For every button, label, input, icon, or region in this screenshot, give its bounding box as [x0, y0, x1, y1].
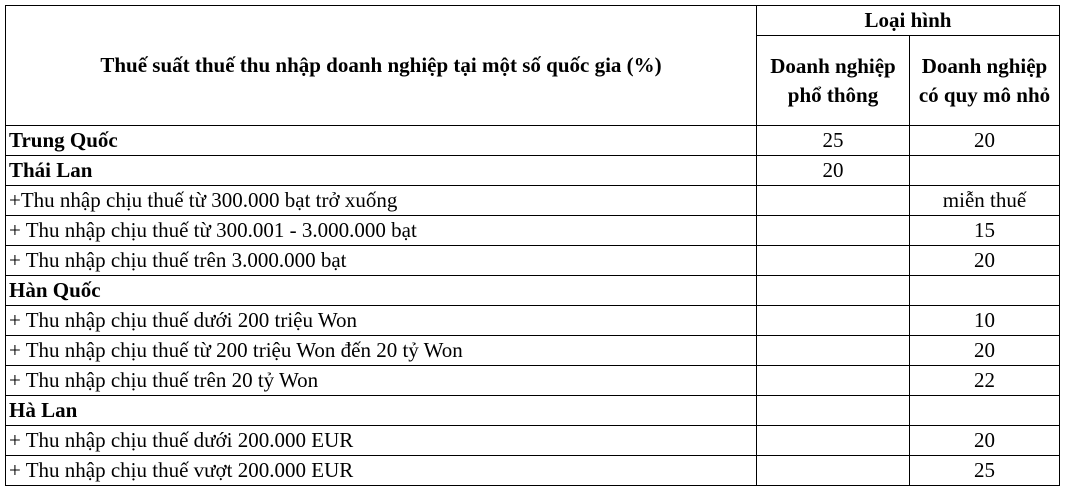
small-rate-cell: 15: [910, 216, 1060, 246]
small-rate-cell: [910, 396, 1060, 426]
small-rate-cell: miễn thuế: [910, 186, 1060, 216]
table-row: [6, 186, 1060, 216]
small-rate-cell: 20: [910, 126, 1060, 156]
general-rate-cell: [757, 306, 910, 336]
column-header-small: Doanh nghiệp có quy mô nhỏ: [910, 36, 1060, 126]
table-row: [6, 156, 1060, 186]
table-row: [6, 216, 1060, 246]
tax-rate-table: [5, 5, 1060, 486]
table-row: [6, 246, 1060, 276]
small-rate-cell: 20: [910, 336, 1060, 366]
general-rate-cell: [757, 366, 910, 396]
small-rate-cell: 20: [910, 246, 1060, 276]
general-rate-cell: [757, 336, 910, 366]
general-rate-cell: [757, 276, 910, 306]
table-row: [6, 306, 1060, 336]
column-header-general: Doanh nghiệp phổ thông: [757, 36, 910, 126]
general-rate-cell: [757, 186, 910, 216]
table-row: [6, 456, 1060, 486]
general-rate-cell: 25: [757, 126, 910, 156]
group-header: Loại hình: [757, 6, 1060, 36]
row-label: + Thu nhập chịu thuế từ 200 triệu Won đến 20 tỷ Won: [6, 336, 757, 366]
general-rate-cell: [757, 246, 910, 276]
general-rate-cell: [757, 396, 910, 426]
table-title-header: Thuế suất thuế thu nhập doanh nghiệp tại một số quốc gia (%): [6, 6, 757, 126]
general-rate-cell: 20: [757, 156, 910, 186]
general-rate-cell: [757, 426, 910, 456]
row-label: Trung Quốc: [6, 126, 757, 156]
small-rate-cell: 22: [910, 366, 1060, 396]
row-label: + Thu nhập chịu thuế vượt 200.000 EUR: [6, 456, 757, 486]
small-rate-cell: [910, 156, 1060, 186]
table-row: [6, 126, 1060, 156]
table-row: [6, 366, 1060, 396]
row-label: + Thu nhập chịu thuế dưới 200.000 EUR: [6, 426, 757, 456]
table-row: [6, 336, 1060, 366]
row-label: Hàn Quốc: [6, 276, 757, 306]
small-rate-cell: 10: [910, 306, 1060, 336]
row-label: +Thu nhập chịu thuế từ 300.000 bạt trở xuống: [6, 186, 757, 216]
row-label: + Thu nhập chịu thuế trên 20 tỷ Won: [6, 366, 757, 396]
table-row: [6, 276, 1060, 306]
row-label: + Thu nhập chịu thuế từ 300.001 - 3.000.000 bạt: [6, 216, 757, 246]
row-label: + Thu nhập chịu thuế trên 3.000.000 bạt: [6, 246, 757, 276]
small-rate-cell: 20: [910, 426, 1060, 456]
row-label: Hà Lan: [6, 396, 757, 426]
general-rate-cell: [757, 216, 910, 246]
row-label: Thái Lan: [6, 156, 757, 186]
general-rate-cell: [757, 456, 910, 486]
table-row: [6, 426, 1060, 456]
row-label: + Thu nhập chịu thuế dưới 200 triệu Won: [6, 306, 757, 336]
small-rate-cell: [910, 276, 1060, 306]
table-row: [6, 396, 1060, 426]
small-rate-cell: 25: [910, 456, 1060, 486]
